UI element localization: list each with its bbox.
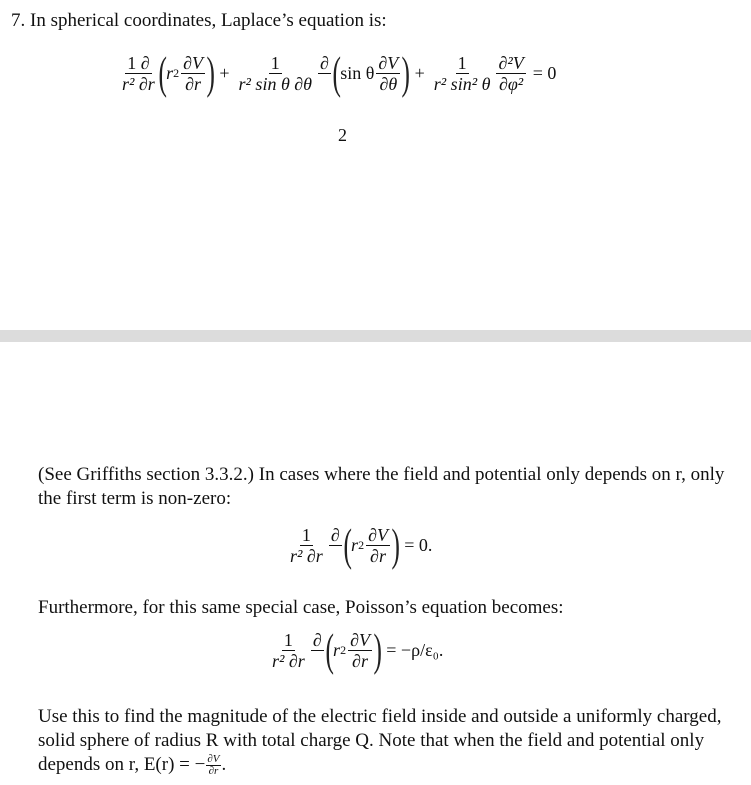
poisson-paragraph: Furthermore, for this same special case, Poisson’s equation becomes: (38, 597, 564, 618)
term2-partial: ∂ (320, 52, 329, 73)
term3-derivative: $\frac{\text{∂²V}}{\text{∂φ²}}$ (498, 52, 524, 94)
term1-prefactor: $\frac{1 \partial}{\text{r² ∂r}}$ (122, 52, 155, 94)
laplace-equation: $\frac{1 \partial}{\text{r² ∂r}}$ ( r 2 $\frac{\partial V}{\partial r}$ ) + $\frac{1}{\text{r² sin θ ∂θ}}$ ∂ ( sin θ $\frac{\partial V}{\partial\theta}$ ) + $\frac{1}{\text{r² sin² θ}}$ $\frac{\text{∂²V}}{\text{∂φ²}}$ = 0 (122, 47, 557, 98)
term3-prefactor: $\frac{1}{\text{r² sin² θ}}$ (433, 52, 491, 94)
dv-dr-inline: $\frac{\partial V}{\partial r}$ (207, 753, 220, 778)
radial-laplace-equation: $\frac{1}{\text{r² ∂r}}$ ∂ ( r 2 $\frac{\partial V}{\partial r}$ ) = 0. (290, 519, 433, 570)
page-number: 2 (338, 125, 347, 145)
term2-prefactor: $\frac{1}{\text{r² sin θ ∂θ}}$ (238, 52, 313, 94)
task-text: Use this to find the magnitude of the electric field inside and outside a uniformly charged, solid sphere of radius R with total charge Q. Note that when the field and potential only depends on r, E(r) = − (38, 706, 722, 775)
question-heading: 7. In spherical coordinates, Laplace’s equation is: (11, 10, 387, 31)
document-page-1 (0, 0, 751, 330)
document-page-2 (0, 342, 751, 785)
page-separator (0, 330, 751, 342)
term2-derivative: $\frac{\partial V}{\partial\theta}$ (378, 52, 399, 94)
griffiths-paragraph: (See Griffiths section 3.3.2.) In cases where the field and potential only depends on r, only the first term is non-zero: (38, 464, 725, 509)
term1-derivative: $\frac{\partial V}{\partial r}$ (183, 52, 204, 94)
task-paragraph: Use this to find the magnitude of the electric field inside and outside a uniformly charged, solid sphere of radius R with total charge Q. Note that when the field and potential only depends on r, E(r) = − $\frac{\partial V}{\partial r}$ . (38, 706, 722, 778)
radial-poisson-equation: $\frac{1}{\text{r² ∂r}}$ ∂ ( r 2 $\frac{\partial V}{\partial r}$ ) = −ρ/ε₀. (272, 624, 444, 675)
